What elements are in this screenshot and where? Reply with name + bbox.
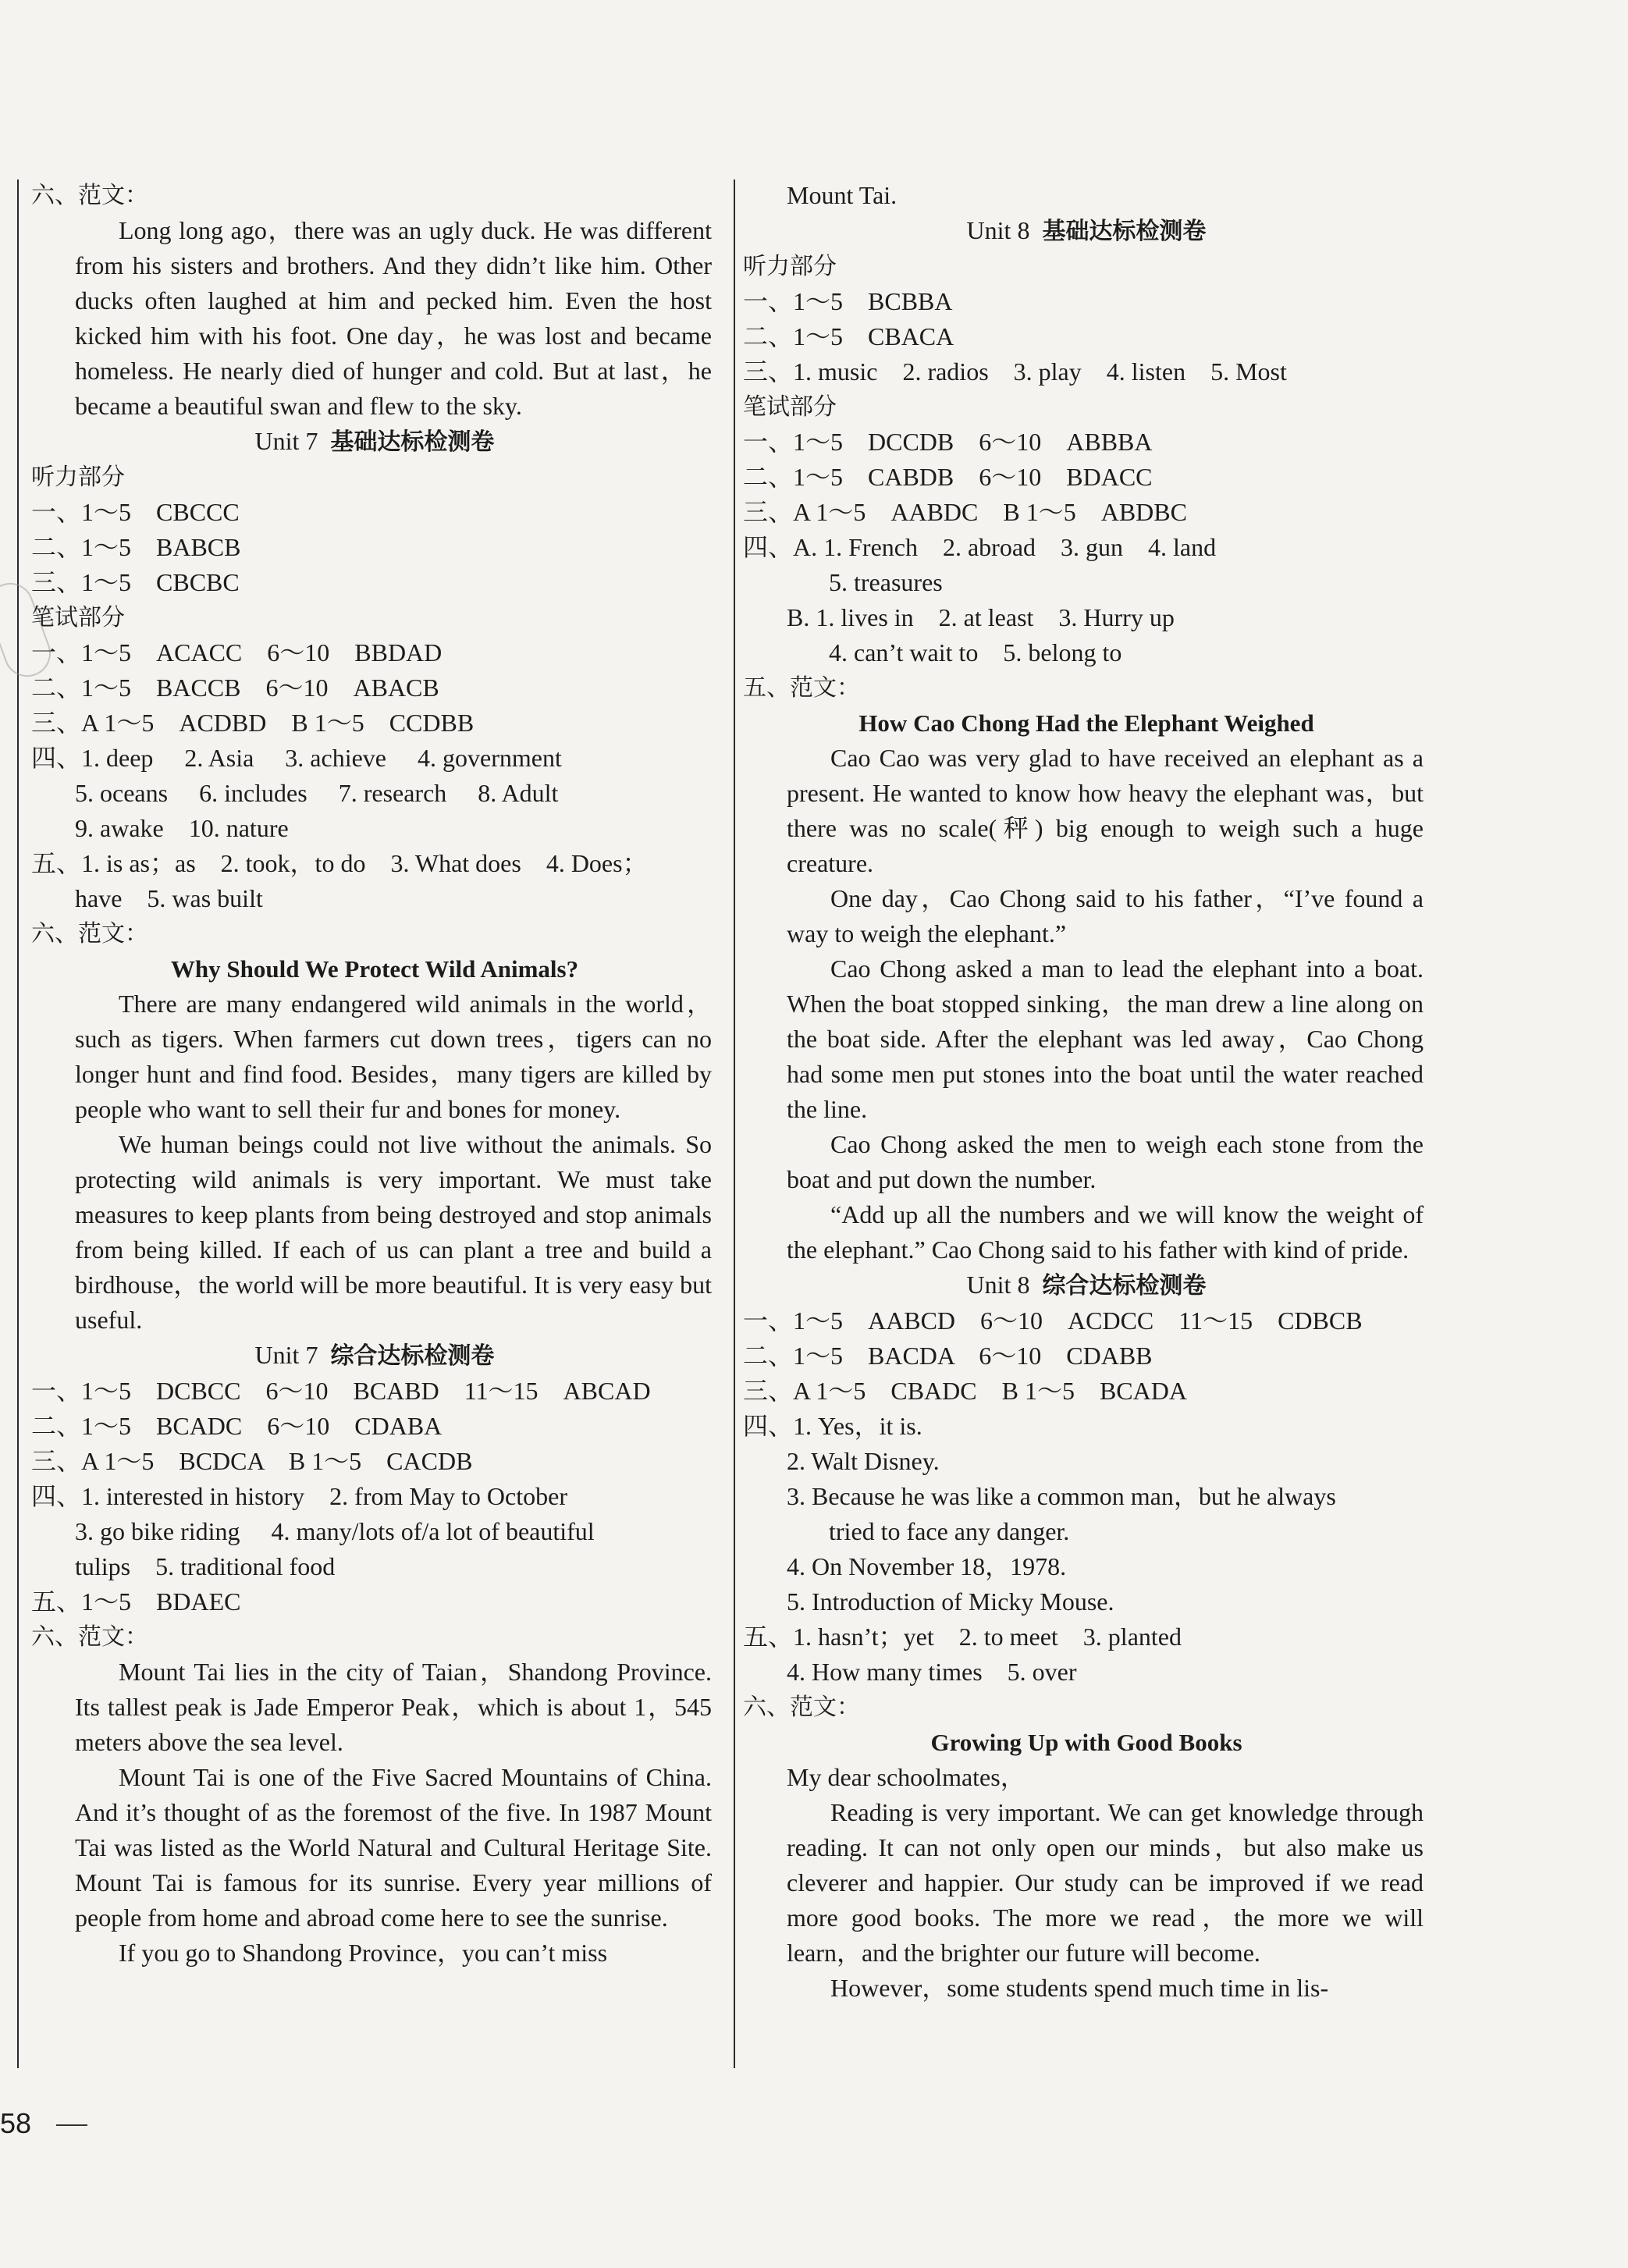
answer-line: 3. go bike riding 4. many/lots of/a lot of beautiful — [75, 1517, 595, 1545]
answer-line: tulips 5. traditional food — [75, 1552, 336, 1580]
answer-line: 三、1. music 2. radios 3. play 4. listen 5. Most — [743, 357, 1287, 386]
essay-paragraph: Mount Tai is one of the Five Sacred Mountains of China. And it’s thought of as the foremost of the five. In 1987 Mount Tai was listed as the World Natural and Cultural Heritage Site. Mount Tai is famous for its sunrise. Every year millions of people from home and abroad come here to see the sunrise. — [75, 1763, 712, 1932]
answer-line: 4. How many times 5. over — [787, 1658, 1077, 1686]
answer-line: 三、1～5 CBCBC — [31, 568, 240, 596]
right-column — [743, 178, 1430, 2006]
essay-paragraph: We human beings could not live without the animals. So protecting wild animals is very important. We must take measures to keep plants from being destroyed and stop animals from being killed. If each of us can plant a tree and build a birdhouse，the world will be more beautiful. It is very easy but useful. — [75, 1130, 712, 1334]
answer-line: 四、1. interested in history 2. from May to October — [31, 1482, 567, 1510]
essay-paragraph: Long long ago，there was an ugly duck. He was different from his sisters and brothers. And they didn’t like him. Other ducks often laughed at him and pecked him. Even the host kicked him with his foot. One day，he was lost and became homeless. He nearly died of hunger and cold. But at last，he became a beautiful swan and flew to the sky. — [75, 216, 712, 420]
essay-paragraph: Cao Chong asked the men to weigh each stone from the boat and put down the number. — [787, 1130, 1424, 1193]
essay-paragraph: One day，Cao Chong said to his father，“I’ve found a way to weigh the elephant.” — [787, 884, 1424, 947]
answer-line: 一、1～5 BCBBA — [743, 287, 953, 315]
answer-line: 五、1～5 BDAEC — [31, 1587, 241, 1616]
answer-line: 三、A 1～5 ACDBD B 1～5 CCDBB — [31, 709, 475, 737]
unit-title: 综合达标检测卷 — [330, 1342, 495, 1370]
unit-heading — [743, 213, 1430, 249]
answer-line: 9. awake 10. nature — [75, 814, 289, 842]
answer-line: 五、1. hasn’t；yet 2. to meet 3. planted — [743, 1623, 1182, 1651]
answer-line: 四、A. 1. French 2. abroad 3. gun 4. land — [743, 533, 1217, 561]
answer-line: 3. Because he was like a common man，but he always — [787, 1482, 1336, 1510]
left-column — [31, 178, 718, 1971]
answer-line: 二、1～5 CBACA — [743, 322, 954, 350]
section-label: 六、范文： — [31, 182, 148, 209]
essay-paragraph: However，some students spend much time in lis- — [830, 1974, 1329, 2002]
page-number-dash — [56, 2124, 87, 2126]
essay-paragraph: Reading is very important. We can get knowledge through reading. It can not only open our minds，but also make us cleverer and happier. Our study can be improved if we read more good books. The more we read，the more we will learn，and the brighter our future will become. — [787, 1798, 1424, 1967]
essay-paragraph: Cao Chong asked a man to lead the elephant into a boat. When the boat stopped sinking，the man drew a line along on the boat side. After the elephant was led away，Cao Chong had some men put stones into the boat until the water reached the line. — [787, 954, 1424, 1123]
essay-paragraph: Cao Cao was very glad to have received an elephant as a present. He wanted to know how heavy the elephant was，but there was no scale(秤) big enough to weigh such a huge creature. — [787, 744, 1424, 877]
answer-line: 一、1～5 ACACC 6～10 BBDAD — [31, 638, 443, 667]
unit-number: Unit 8 — [966, 1271, 1030, 1299]
written-label: 笔试部分 — [31, 604, 125, 631]
answer-line: 五、1. is as；as 2. took，to do 3. What does 4. Does； — [31, 849, 648, 877]
answer-line: 二、1～5 BCADC 6～10 CDABA — [31, 1412, 443, 1440]
answer-line: 四、1. Yes，it is. — [743, 1412, 922, 1440]
essay-paragraph: Mount Tai lies in the city of Taian，Shandong Province. Its tallest peak is Jade Emperor Peak，which is about 1，545 meters above the sea level. — [75, 1658, 712, 1756]
essay-title: How Cao Chong Had the Elephant Weighed — [858, 709, 1314, 737]
answer-line: 四、1. deep 2. Asia 3. achieve 4. government — [31, 744, 562, 772]
section-label: 六、范文： — [31, 920, 148, 947]
unit-number: Unit 7 — [254, 427, 318, 455]
answer-line: 二、1～5 BACDA 6～10 CDABB — [743, 1342, 1153, 1370]
unit-title: 基础达标检测卷 — [330, 428, 495, 456]
answer-line: 4. can’t wait to 5. belong to — [829, 638, 1122, 667]
unit-heading — [31, 1338, 718, 1374]
essay-title: Growing Up with Good Books — [930, 1729, 1242, 1756]
answer-line: 三、A 1～5 AABDC B 1～5 ABDBC — [743, 498, 1187, 526]
answer-line: 三、A 1～5 CBADC B 1～5 BCADA — [743, 1377, 1187, 1405]
answer-line: tried to face any danger. — [829, 1517, 1070, 1545]
answer-line: 二、1～5 BACCB 6～10 ABACB — [31, 674, 439, 702]
answer-line: 5. oceans 6. includes 7. research 8. Adult — [75, 779, 559, 807]
answer-line: 一、1～5 AABCD 6～10 ACDCC 11～15 CDBCB — [743, 1306, 1363, 1335]
answer-line: 三、A 1～5 BCDCA B 1～5 CACDB — [31, 1447, 473, 1475]
unit-heading — [743, 1267, 1430, 1303]
essay-greeting: My dear schoolmates， — [787, 1763, 1025, 1791]
unit-title: 综合达标检测卷 — [1042, 1272, 1207, 1299]
answer-line: 一、1～5 DCCDB 6～10 ABBBA — [743, 428, 1153, 456]
answer-line: 一、1～5 CBCCC — [31, 498, 240, 526]
listening-label: 听力部分 — [743, 253, 837, 280]
answer-line: 5. treasures — [829, 568, 943, 596]
column-divider — [734, 180, 735, 2068]
section-label: 六、范文： — [31, 1623, 148, 1651]
answer-line: 5. Introduction of Micky Mouse. — [787, 1587, 1114, 1616]
essay-continuation: Mount Tai. — [787, 181, 898, 209]
section-label: 六、范文： — [743, 1694, 860, 1721]
written-label: 笔试部分 — [743, 393, 837, 421]
unit-number: Unit 7 — [254, 1341, 318, 1369]
unit-number: Unit 8 — [966, 216, 1030, 244]
essay-paragraph: If you go to Shandong Province，you can’t miss — [119, 1939, 608, 1967]
page-number: 58 — [0, 2107, 32, 2139]
answer-line: 2. Walt Disney. — [787, 1447, 940, 1475]
answer-line: 一、1～5 DCBCC 6～10 BCABD 11～15 ABCAD — [31, 1377, 651, 1405]
essay-paragraph: There are many endangered wild animals in the world，such as tigers. When farmers cut down trees，tigers can no longer hunt and find food. Besides，many tigers are killed by people who want to sell their fur and bones for money. — [75, 990, 712, 1123]
answer-line: B. 1. lives in 2. at least 3. Hurry up — [787, 603, 1175, 631]
listening-label: 听力部分 — [31, 464, 125, 491]
unit-title: 基础达标检测卷 — [1042, 218, 1207, 245]
answer-line: have 5. was built — [75, 884, 263, 912]
page-edge-line — [17, 180, 19, 2068]
essay-paragraph: “Add up all the numbers and we will know the weight of the elephant.” Cao Chong said to his father with kind of pride. — [787, 1200, 1424, 1264]
answer-line: 4. On November 18，1978. — [787, 1552, 1067, 1580]
answer-line: 二、1～5 BABCB — [31, 533, 241, 561]
answer-line: 二、1～5 CABDB 6～10 BDACC — [743, 463, 1153, 491]
section-label: 五、范文： — [743, 674, 860, 702]
essay-title: Why Should We Protect Wild Animals? — [170, 955, 579, 983]
unit-heading — [31, 424, 718, 460]
